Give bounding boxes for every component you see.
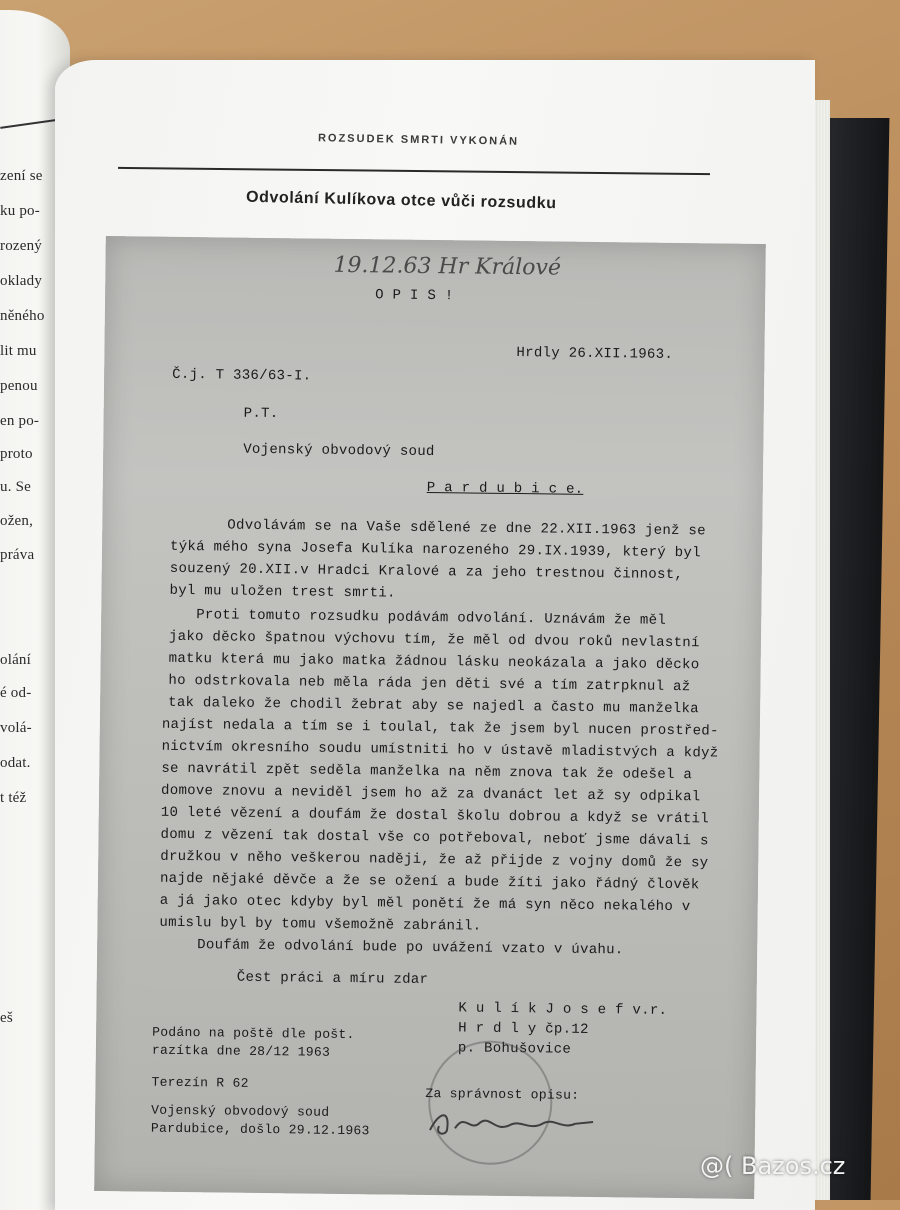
body-line: Doufám že odvolání bude po uvážení vzato v úvahu. [197,937,624,959]
body-line: tak daleko že chodil žebrat aby se najedl a často mu manželka [168,694,700,718]
reference-number: Č.j. T 336/63-I. [172,366,312,385]
signature-post: p. Bohušovice [457,1040,572,1058]
watermark: @( Bazos.cz [700,1152,846,1180]
handwritten-annotation: 19.12.63 Hr Králové [333,252,562,281]
left-text-fragment: odat. [0,755,31,771]
left-text-fragment: rozený [0,238,43,254]
document-photocopy [94,236,766,1199]
body-line: týká mého syna Josefa Kulíka narozeného 29.IX.1939, který byl [169,538,701,562]
body-line: jako děcko špatnou výchovu tím, že měl od dvou roků nevlastní [168,628,700,652]
footer-line: Podáno na poště dle pošt. [152,1024,355,1043]
body-line: domove znovu a neviděl jsem ho až za dvanáct let až sy odpikal [160,782,701,806]
signature-name: K u l í k J o s e f v.r. [458,1000,668,1019]
verification-label: Za správnost opisu: [425,1085,580,1103]
left-text-fragment: u. Se [0,479,31,495]
body-line: najíst nedala a tím se i toulal, tak že jsem byl nucen prostřed- [161,716,719,740]
footer-line: Terezín R 62 [151,1074,249,1091]
left-text-fragment: proto [0,446,33,462]
body-line: byl mu uložen trest smrti. [169,582,396,602]
body-line: Proti tomuto rozsudku podávám odvolání. Uznávám že měl [196,607,667,629]
body-line: najde nějaké děvče a že se ožení a bude žíti jako řádný člověk [159,870,700,894]
opis-heading: O P I S ! [375,287,454,305]
body-line: se navrátil zpět seděla manželka na něm znova tak že odešel a [161,760,693,784]
handwritten-signature-icon [425,1102,605,1144]
left-text-fragment: é od- [0,685,32,701]
addressee: Vojenský obvodový soud [243,441,435,461]
left-text-fragment: práva [0,547,35,563]
addressee-city: P a r d u b i c e. [426,479,584,498]
body-line: 10 leté vězení a doufám že dostal školu dobrou a když se vrátil [160,804,710,828]
body-line: nictvím okresního soudu umístniti ho v ústavě mladistvých a když [161,738,719,762]
body-line: Čest práci a míru zdar [236,969,429,988]
signature-address: H r d l y čp.12 [458,1020,589,1038]
running-head: ROZSUDEK SMRTI VYKONÁN [317,132,520,148]
left-text-fragment: oklady [0,273,43,289]
footer-line: razítka dne 28/12 1963 [151,1042,331,1060]
place-date: Hrdly 26.XII.1963. [516,345,674,363]
left-text-fragment: lit mu [0,343,37,359]
section-title: Odvolání Kulíkova otce vůči rozsudku [245,188,557,213]
body-line: domu z vězení tak dostal vše co potřeboval, neboť jsme dávali s [160,826,709,850]
left-text-fragment: něného [0,308,45,324]
footer-line: Vojenský obvodový soud [151,1102,330,1120]
left-text-fragment: penou [0,378,38,394]
body-line: Odvolávám se na Vaše sdělené ze dne 22.XII.1963 jenž se [227,517,706,540]
left-text-fragment: ku po- [0,203,40,219]
left-text-fragment: en po- [0,413,40,429]
body-line: umislu byl by tomu všemožně zabránil. [159,914,482,935]
body-line: matku která mu jako matka žádnou lásku neokázala a jako děcko [168,650,700,674]
body-line: souzený 20.XII.v Hradci Kralové a za jeho trestnou činnost, [169,560,684,584]
body-line: a já jako otec kdyby byl měl ponětí že má syn něco nekalého v [159,892,691,916]
left-text-fragment: eš [0,1010,13,1026]
left-text-fragment: volá- [0,720,32,736]
left-text-fragment: t též [0,790,27,806]
salutation: P.T. [243,405,279,423]
left-text-fragment: zení se [0,168,43,184]
footer-line: Pardubice, došlo 29.12.1963 [150,1120,370,1139]
left-text-fragment: olání [0,652,31,668]
body-line: družkou v něho veškerou naději, že až přijde z vojny domů že sy [160,848,709,872]
body-line: ho odstrkovala neb měla ráda jen děti své a tím zatrpknul až [168,672,691,696]
left-text-fragment: ožen, [0,513,34,529]
